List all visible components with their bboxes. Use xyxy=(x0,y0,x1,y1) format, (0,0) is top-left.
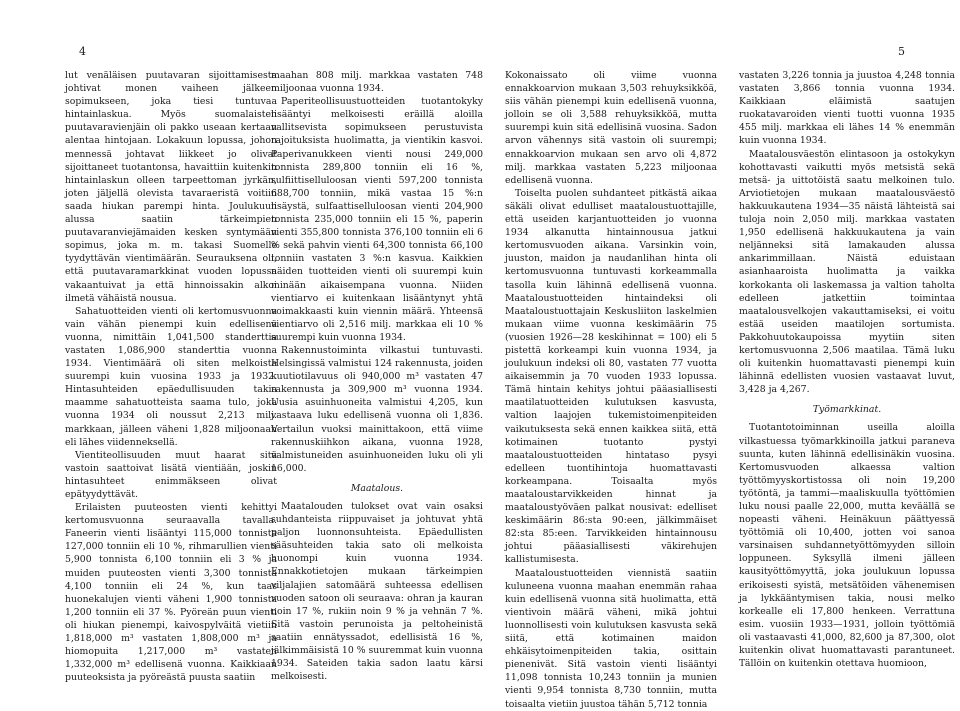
paragraph: vastaten 3,226 tonnia ja juustoa 4,248 tonnia vastaten 3,866 tonnia vuonna 1934. Kaikkiaan eläimistä saatujen ruokatavaroiden vienti tuotti vuonna 1935 455 milj. markkaa eli lähes 14 % enemmän kuin vuonna 1934. xyxy=(739,70,955,147)
section-heading-maatalous: Maatalous. xyxy=(350,482,404,494)
paragraph: Erilaisten puuteosten vienti kehittyi kertomusvuonna seuraavalla tavalla. Faneerin vienti lisääntyi 115,000 tonnista 127,000 tonniin eli 10 %, rihmarullien vienti 5,900 tonnista 6,100 tonniin eli 3 % ja muiden puuteosten vienti 3,300 tonnista 4,100 tonniin eli 24 %, kun taas huonekalujen vienti väheni 1,900 tonnista 1,200 tonniin eli 37 %. Pyöreän puun vienti oli hiukan pienempi, kaivospylväitä vietiin 1,818,000 m³ vastaten 1,808,000 m³ ja hiomopuita 1,217,000 m³ vastaten 1,332,000 m³ edellisenä vuonna. Kaikkiaan puuteoksista ja pyöreästä puusta saatiin xyxy=(65,502,277,684)
paragraph: Rakennustoiminta vilkastui tuntuvasti. Helsingissä valmistui 124 rakennusta, joiden kuutiotilavuus oli 940,000 m³ vastaten 47 rakennusta ja 309,900 m³ vuonna 1934. Uusia asuinhuoneita valmistui 4,205, kun vastaava luku edellisenä vuonna oli 1,836. Vertailun vuoksi mainittakoon, että viime rakennuskiihkon aikana, vuonna 1928, valmistuneiden asuinhuoneiden luku oli yli 16,000. xyxy=(271,344,483,474)
text-column-2 xyxy=(271,69,483,683)
paragraph: Tuotantotoiminnan useilla aloilla vilkastuessa työmarkkinoilla jatkui paraneva suunta, kuten lähinnä edellisinäkin vuosina. Kertomusvuoden alkaessa valtion työttömyyskortistossa oli noin 19,200 työtöntä, ja tammi—maaliskuulla työttömien luku nousi paalle 22,000, mutta keväällä se nopeasti väheni. Heinäkuun päättyessä työttömiä oli 10,400, jotten voi sanoa varsinaisen suhdannetyöttömyyden silloin loppuneen. Syksyllä ilmeni jälleen kausityöttömyyttä, joka joulukuun lopussa erikoisesti syistä, metsätöiden vähenemisen ja lykkääntymisen takia, nousi melko korkealle eli 17,800 henkeen. Verrattuna esim. vuosiin 1933—1931, jolloin työttömiä oli vastaavasti 41,000, 82,600 ja 87,300, olot kuitenkin olivat huomattavasti parantuneet. Tällöin on kuitenkin otettava huomioon, xyxy=(739,422,955,670)
page-number-right: 5 xyxy=(898,45,905,58)
paragraph: Maatalousväestön elintasoon ja ostokykyn kohottavasti vaikutti myös metsistä sekä metsä- ja uittotöistä saatu melkoinen tulo. Arviotietojen mukaan maatalousväestö hakkuukautena 1934—35 näistä lähteistä sai tuloja noin 2,050 milj. markkaa vastaten 1,950 edellisenä hakkuukautena ja vain neljänneksi sitä lamakauden alussa ankarimmillaan. Näistä eduistaan asianhaaroista huolimatta ja vaikka korkokanta oli laskemassa ja valtion taholta edelleen jatkettiin toimintaa maatalousvelkojen vakauttamiseksi, ei voitu estää useiden maatilojen sortumista. Pakkohuutokaupoissa myytiin siten kertomusvuonna 2,506 maatilaa. Tämä luku oli kuitenkin huomattavasti pienempi kuin lähinnä edellisten vuosien vastaavat luvut, 3,428 ja 4,267. xyxy=(739,148,955,396)
section-heading-tyomarkkinat: Työmarkkinat. xyxy=(812,404,882,416)
paragraph: Maatalouden tulokset ovat vain osaksi suhdanteista riippuvaiset ja johtuvat yhtä paljon luonnonsuhteista. Epäedullisten sääsuhteiden takia sato oli melkoista huonompi kuin vuonna 1934. Ennakkotietojen mukaan tärkeimpien viljalajien satomäärä suhteessa edellisen vuoden satoon oli seuraava: ohran ja kauran noin 17 %, rukiin noin 9 % ja vehnän 7 %. Sitä vastoin perunoista ja peltoheinistä saatiin ennätyssadot, edellisistä 16 %, jälkimmäisistä 10 % suuremmat kuin vuonna 1934. Sateiden takia sadon laatu kärsi melkoisesti. xyxy=(271,501,483,683)
page-number-left: 4 xyxy=(79,45,86,58)
text-column-1 xyxy=(65,69,277,684)
text-column-3 xyxy=(505,69,717,711)
paragraph: Vientiteollisuuden muut haarat sitä vastoin saattoivat lisätä vientiään, joskin hintasuhteet enimmäkseen olivat epätyydyttävät. xyxy=(65,449,277,500)
text-column-4 xyxy=(739,69,955,670)
paragraph: Sahatuotteiden vienti oli kertomusvuonna vain vähän pienempi kuin edellisenä vuonna, nimittäin 1,041,500 standerttia vastaten 1,086,900 standerttia vuonna 1934. Vientimäärä oli siten melkoista suurempi kuin vuosina 1933 ja 1932. Hintasuhteiden epäedullisuuden takia maamme sahatuotteista saama tulo, joka vuonna 1934 oli noussut 2,213 milj. markkaan, jälleen väheni 1,828 miljoonaan eli lähes viidenneksellä. xyxy=(65,305,277,448)
paragraph: Toiselta puolen suhdanteet pitkästä aikaa säkäli olivat edulliset maataloustuottajille, että useiden karjantuotteiden jo vuonna 1934 alkanutta hintainnousua jatkui kertomusvuoden aikana. Varsinkin voin, juuston, maidon ja naudanlihan hinta oli kertomusvuonna tuntuvasti korkeammalla tasolla kuin lähinnä edellisenä vuonna. Maataloustuotteiden hintaindeksi oli Maataloustuottajain Keskusliiton laskelmien mukaan viime vuonna keskimäärin 75 (vuosien 1926—28 keskihinnat = 100) eli 5 pistettä korkeampi kuin vuonna 1934, ja joulukuun indeksi oli 80, vastaten 77 vuotta aikaisemmin ja 70 vuoden 1933 lopussa. Tämä hintain kehitys johtui pääasiallisesti maatilatuotteiden kulutuksen kasvusta, valtion laajojen tukemistoimenpiteiden vaikutuksesta sekä ennen kaikkea siitä, että kotimainen tuotanto pystyi maataloustuotteiden hintataso pysyi edelleen tuontihintoja huomattavasti korkeampana. Toisaalta myös maataloustarvikkeiden hinnat ja maataloustyöväen palkat nousivat: edelliset keskimäärin 86:sta 90:een, jälkimmäiset 82:sta 85:een. Tarvikkeiden hintainnousu johtui pääasiallisesti väkirehujen kallistumisesta. xyxy=(505,187,717,566)
paragraph: Maataloustuotteiden viennistä saatiin kuluneena vuonna maahan enemmän rahaa kuin edellisenä vuonna sitä huolimatta, että vientivoin määrä väheni, mikä johtui luonnollisesti voin kulutuksen kasvusta sekä siitä, että kotimainen maidon ehkäisytoimenpiteiden takia, osittain pienenivät. Sitä vastoin vienti lisääntyi 11,098 tonnista 10,243 tonniin ja munien vienti 9,954 tonnista 8,730 tonniin, mutta toisaalta vietiin juustoa tähän 5,712 tonnia xyxy=(505,567,717,710)
paragraph: Kokonaissato oli viime vuonna ennakkoarvion mukaan 3,503 rehuyksikköä, siis vähän pienempi kuin edellisenä vuonna, jolloin se oli 3,588 rehuyksikköä, mutta suurempi kuin sitä edellisinä vuosina. Sadon arvon vähennys sitä vastoin oli suurempi; ennakkoarvion mukaan sen arvo oli 4,872 milj. markkaa vastaten 5,223 miljoonaa edellisenä vuonna. xyxy=(505,70,717,186)
paragraph: maahan 808 milj. markkaa vastaten 748 miljoonaa vuonna 1934. xyxy=(271,70,483,95)
paragraph: lut venäläisen puutavaran sijoittamisesta johtivat monen vaiheen jälkeen sopimukseen, joka tiesi tuntuvaa hintainlaskua. Myös suomalaisten puutavaravienjäin oli pakko useaan kertaan alentaa hintojaan. Lokakuun lopussa, johon mennessä johtavat liikkeet jo olivat sijoittaneet tuotantonsa, havaittiin kuitenkin hintainlaskun olleen tarpeettoman jyrkän, joten jäljellä olevista tavaraeristä voitiin saada hiukan parempi hinta. Joulukuun alussa saatiin tärkeimpien puutavaranviejämaiden kesken syntymään sopimus, joka m. m. takasi Suomelle tyydyttävän vientimäärän. Seurauksena oli, että puutavaramarkkinat vuoden lopussa vakaantuivat ja että hinnoissakin alkoi ilmetä vähäistä nousua. xyxy=(65,70,277,304)
paragraph: Paperiteollisuustuotteiden tuotantokyky lisääntyi melkoisesti eräillä aloilla vallitsevista sopimukseen perustuvista rajoituksista huolimatta, ja vientikin kasvoi. Paperivanukkeen vienti nousi 249,000 tonnista 289,800 tonniin eli 16 %, sulfiittiselluloosan vienti 597,200 tonnista 688,700 tonniin, mikä vastaa 15 %:n lisäystä, sulfaattiselluloosan vienti 204,900 tonnista 235,000 tonniin eli 15 %, paperin vienti 355,800 tonnista 376,100 tonniin eli 6 % sekä pahvin vienti 64,300 tonnista 66,100 tonniin vastaten 3 %:n kasvua. Kaikkien näiden tuotteiden vienti oli suurempi kuin minään aikaisempana vuonna. Niiden vientiarvo ei kuitenkaan lisääntynyt yhtä voimakkaasti kuin viennin määrä. Yhteensä vientiarvo oli 2,516 milj. markkaa eli 10 % suurempi kuin vuonna 1934. xyxy=(271,96,483,343)
